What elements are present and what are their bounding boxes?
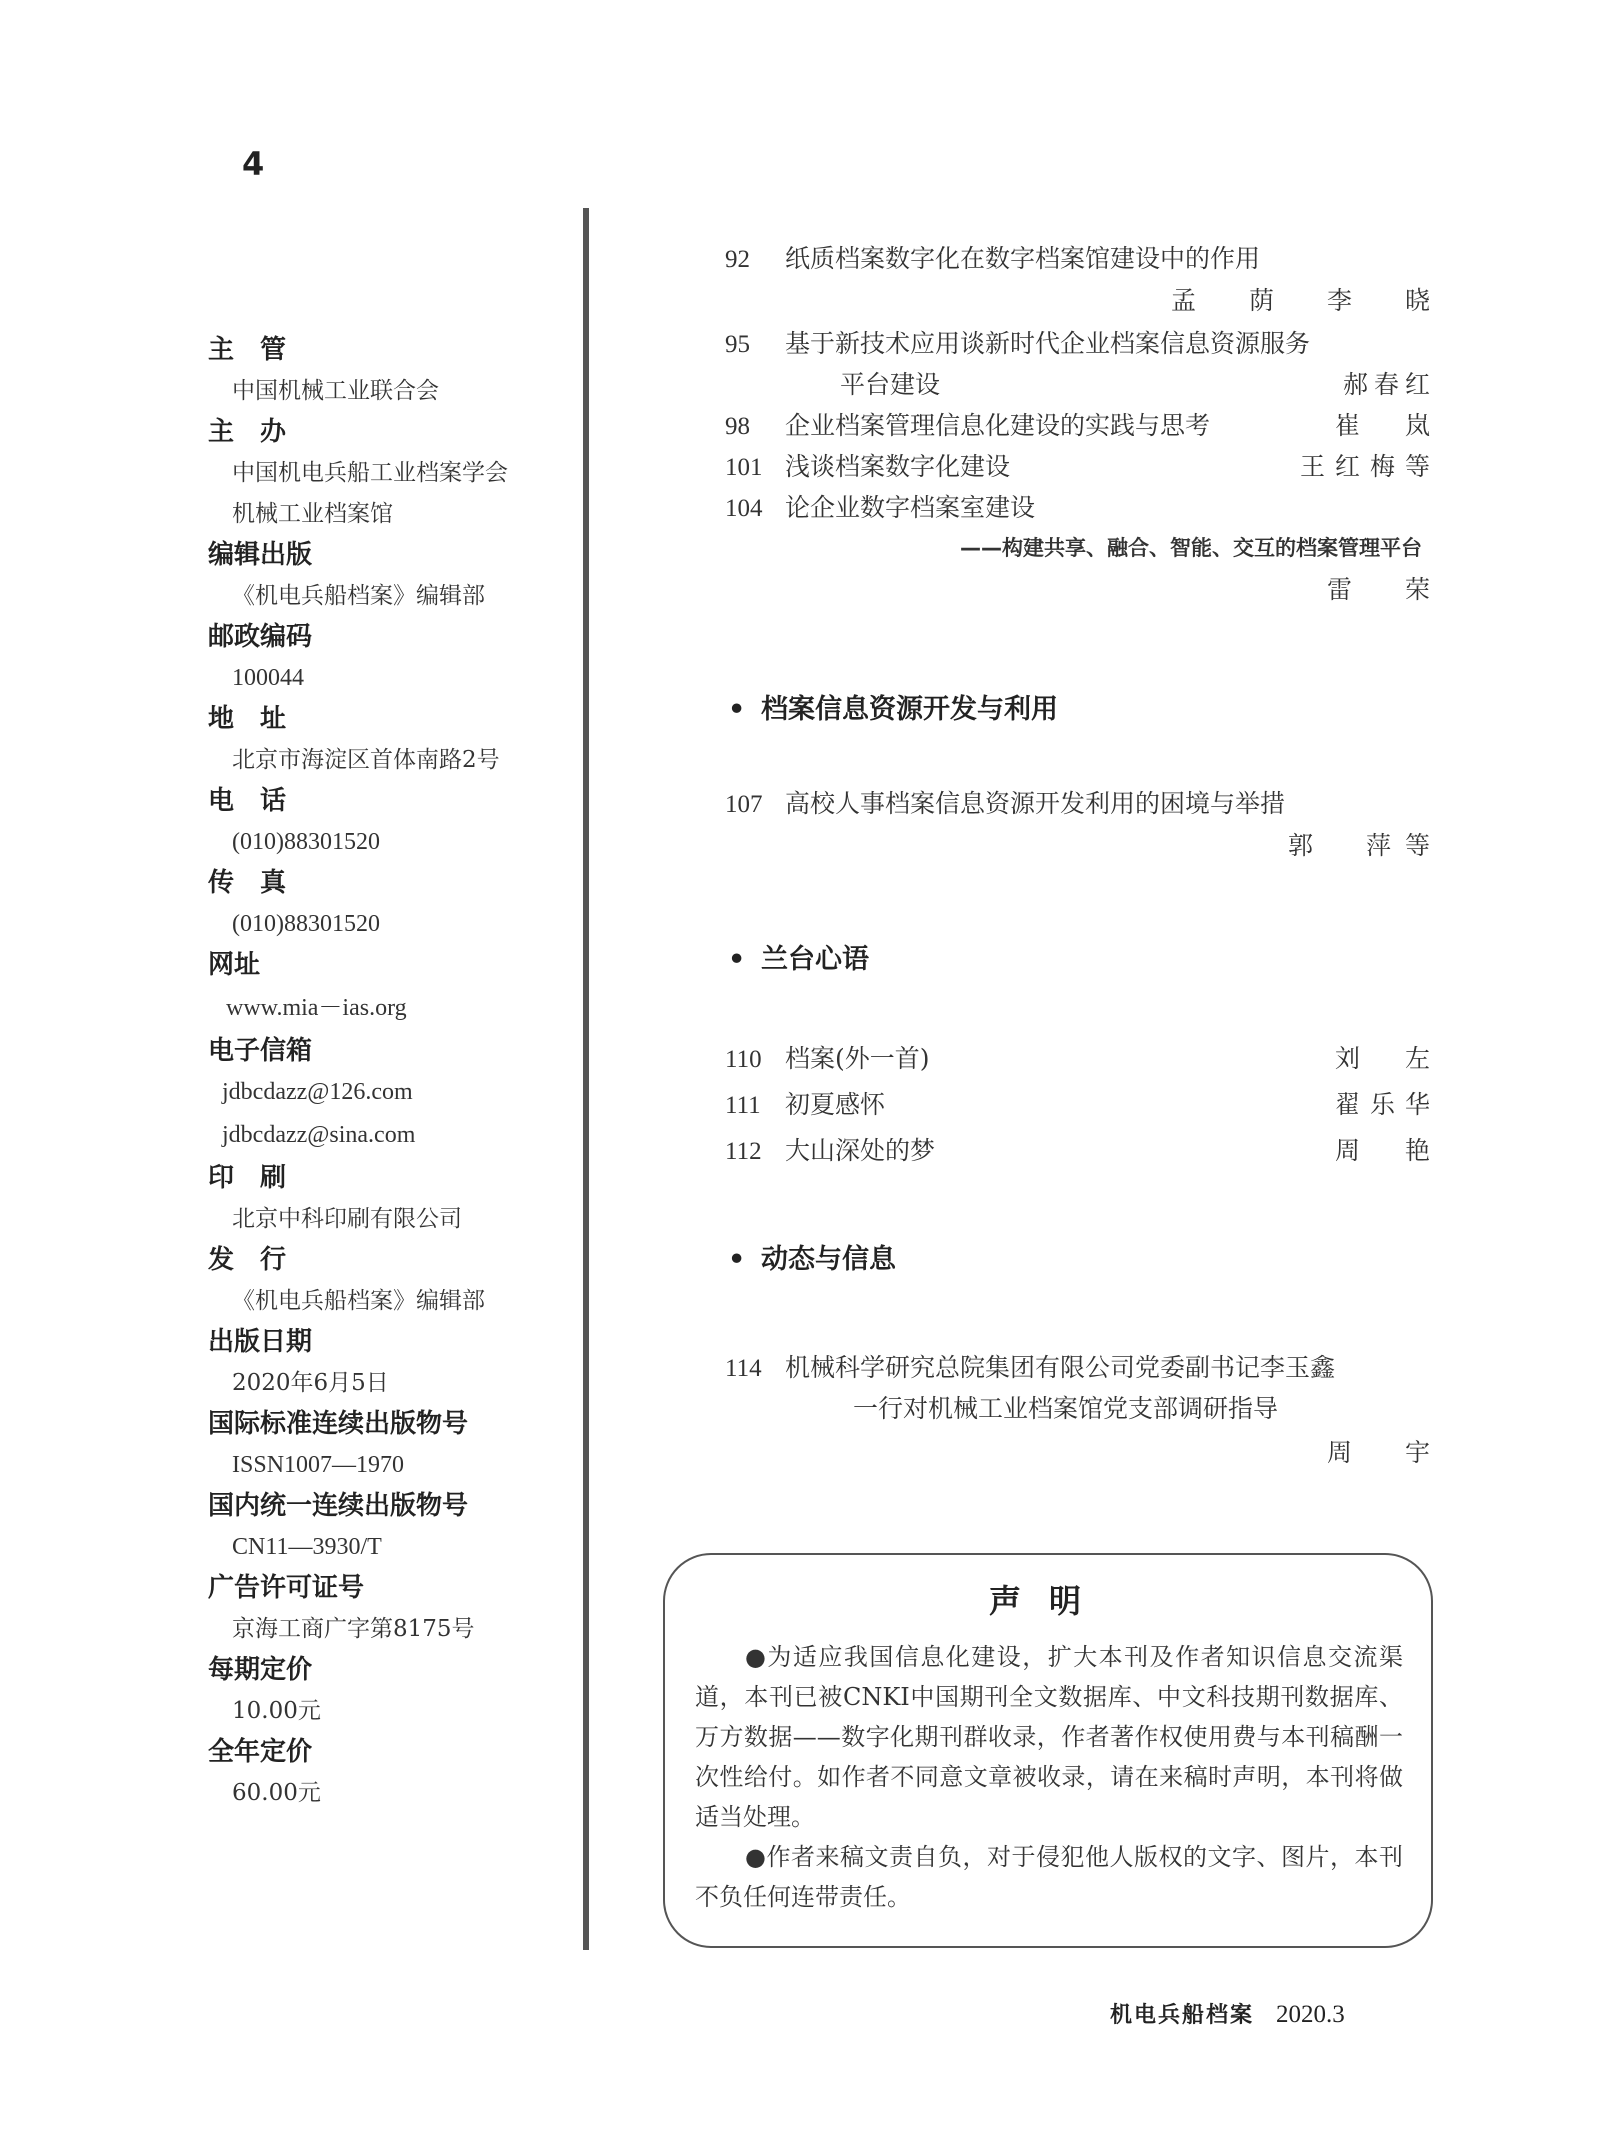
toc-entry bbox=[725, 446, 1440, 487]
section-heading-text: 兰台心语 bbox=[761, 944, 869, 975]
email-address: jdbcdazz@sina.com bbox=[222, 1122, 416, 1148]
website-url: www.mia－ias.org bbox=[226, 995, 407, 1021]
masthead-label: 主 管 bbox=[208, 335, 287, 365]
bullet-icon: • bbox=[728, 694, 746, 725]
toc-entry bbox=[725, 1347, 1430, 1388]
masthead-value: 100044 bbox=[232, 665, 304, 691]
toc-author: 翟乐华 bbox=[1334, 1090, 1440, 1119]
section-heading-text: 档案信息资源开发与利用 bbox=[761, 694, 1058, 725]
toc-entry bbox=[725, 405, 1440, 446]
toc-title: 高校人事档案信息资源开发利用的困境与举措 bbox=[785, 789, 1286, 818]
toc-entry bbox=[725, 1082, 1440, 1128]
masthead-value: CN11—3930/T bbox=[232, 1534, 382, 1560]
column-divider bbox=[583, 208, 589, 1950]
masthead-label: 传 真 bbox=[208, 868, 287, 898]
toc-top bbox=[725, 238, 1444, 612]
toc-subtitle: ——构建共享、融合、智能、交互的档案管理平台 bbox=[960, 536, 1422, 560]
masthead-value: 60.00元 bbox=[232, 1780, 321, 1806]
masthead-value: 机械工业档案馆 bbox=[232, 501, 393, 527]
page-footer bbox=[1110, 1998, 1345, 2029]
toc-page: 92 bbox=[725, 246, 750, 273]
masthead-label: 网址 bbox=[208, 950, 261, 980]
toc-page: 95 bbox=[725, 331, 750, 358]
section-heading-text: 动态与信息 bbox=[761, 1244, 896, 1275]
masthead-label: 编辑出版 bbox=[208, 540, 313, 570]
toc-author: 刘 左 bbox=[1334, 1044, 1440, 1073]
toc-page: 112 bbox=[725, 1138, 762, 1165]
masthead-value: 10.00元 bbox=[232, 1698, 321, 1724]
masthead-value: 中国机电兵船工业档案学会 bbox=[232, 460, 508, 486]
toc-title-continuation bbox=[725, 1388, 1430, 1429]
toc-title: 初夏感怀 bbox=[785, 1090, 886, 1119]
toc-author: 郝春红 bbox=[1342, 370, 1436, 399]
masthead-label: 广告许可证号 bbox=[208, 1573, 365, 1603]
toc-author: 孟 荫 李 晓 bbox=[1170, 286, 1444, 315]
toc-title: 档案(外一首) bbox=[785, 1044, 930, 1073]
toc-author: 周 宇 bbox=[1326, 1438, 1444, 1467]
email-address: jdbcdazz@126.com bbox=[222, 1079, 413, 1105]
toc-title: 浅谈档案数字化建设 bbox=[785, 452, 1011, 481]
toc-author: 崔 岚 bbox=[1334, 411, 1440, 440]
section-heading bbox=[728, 1237, 896, 1276]
masthead-value: 北京中科印刷有限公司 bbox=[232, 1206, 462, 1232]
toc-title-continuation bbox=[725, 364, 1436, 405]
toc-title: 纸质档案数字化在数字档案馆建设中的作用 bbox=[785, 244, 1261, 273]
masthead-label: 电 话 bbox=[208, 786, 287, 816]
masthead-value: 2020年6月5日 bbox=[232, 1370, 389, 1396]
masthead-label: 电子信箱 bbox=[208, 1036, 313, 1066]
masthead-label: 出版日期 bbox=[208, 1327, 313, 1357]
footer-journal-name: 机电兵船档案 bbox=[1110, 2003, 1255, 2028]
masthead-value: 京海工商广字第8175号 bbox=[232, 1616, 475, 1642]
page-number: 4 bbox=[242, 145, 265, 183]
masthead-label: 全年定价 bbox=[208, 1737, 313, 1767]
toc-title: 大山深处的梦 bbox=[785, 1136, 936, 1165]
masthead-value: (010)88301520 bbox=[232, 829, 380, 855]
masthead-label: 邮政编码 bbox=[208, 622, 313, 652]
masthead-value: 《机电兵船档案》编辑部 bbox=[232, 1288, 485, 1314]
toc-author: 王红梅等 bbox=[1299, 452, 1440, 481]
toc-entry bbox=[725, 238, 1430, 279]
notice-paragraph: ●作者来稿文责自负，对于侵犯他人版权的文字、图片，本刊不负任何连带责任。 bbox=[695, 1843, 1403, 1911]
toc-page: 107 bbox=[725, 791, 763, 818]
masthead-value: 中国机械工业联合会 bbox=[232, 378, 439, 404]
masthead-label: 印 刷 bbox=[208, 1163, 287, 1193]
toc-page: 111 bbox=[725, 1092, 761, 1119]
masthead-label: 地 址 bbox=[208, 704, 287, 734]
toc-author: 雷 荣 bbox=[1326, 575, 1444, 604]
masthead-label: 每期定价 bbox=[208, 1655, 313, 1685]
toc-author: 郭 萍等 bbox=[1287, 831, 1444, 860]
masthead bbox=[208, 330, 578, 1814]
toc-title-cont: 一行对机械工业档案馆党支部调研指导 bbox=[853, 1394, 1279, 1423]
masthead-value: (010)88301520 bbox=[232, 911, 380, 937]
toc-title: 论企业数字档案室建设 bbox=[785, 493, 1036, 522]
section-items bbox=[725, 783, 1444, 868]
masthead-value: ISSN1007—1970 bbox=[232, 1452, 405, 1478]
toc-title: 机械科学研究总院集团有限公司党委副书记李玉鑫 bbox=[785, 1353, 1336, 1382]
toc-entry bbox=[725, 1128, 1440, 1174]
bullet-icon: • bbox=[728, 944, 746, 975]
footer-issue: 2020.3 bbox=[1276, 2001, 1345, 2028]
toc-entry bbox=[725, 323, 1430, 364]
notice-box bbox=[663, 1553, 1433, 1948]
toc-page: 114 bbox=[725, 1355, 762, 1382]
bullet-icon: • bbox=[728, 1244, 746, 1275]
masthead-label: 发 行 bbox=[208, 1245, 287, 1275]
toc-page: 101 bbox=[725, 454, 763, 481]
toc-page: 104 bbox=[725, 495, 763, 522]
toc-title: 企业档案管理信息化建设的实践与思考 bbox=[785, 411, 1211, 440]
toc-entry bbox=[725, 487, 1430, 528]
toc-page: 110 bbox=[725, 1046, 762, 1073]
notice-paragraph: ●为适应我国信息化建设，扩大本刊及作者知识信息交流渠道，本刊已被CNKI中国期刊全文数据库、中文科技期刊数据库、万方数据——数字化期刊群收录，作者著作权使用费与本刊稿酬一次性给付。如作者不同意文章被收录，请在来稿时声明，本刊将做适当处理。 bbox=[695, 1643, 1403, 1831]
toc-entry bbox=[725, 783, 1430, 824]
masthead-label: 主 办 bbox=[208, 417, 287, 447]
section-heading bbox=[728, 687, 1058, 726]
toc-entry bbox=[725, 1036, 1440, 1082]
toc-title: 基于新技术应用谈新时代企业档案信息资源服务 bbox=[785, 329, 1311, 358]
toc-title-cont: 平台建设 bbox=[840, 370, 941, 399]
masthead-value: 北京市海淀区首体南路2号 bbox=[232, 747, 500, 773]
masthead-value: 《机电兵船档案》编辑部 bbox=[232, 583, 485, 609]
section-items bbox=[725, 1347, 1444, 1477]
masthead-label: 国际标准连续出版物号 bbox=[208, 1409, 469, 1439]
section-items bbox=[725, 1036, 1440, 1174]
masthead-label: 国内统一连续出版物号 bbox=[208, 1491, 469, 1521]
notice-title: 声明 bbox=[988, 1582, 1109, 1620]
toc-author: 周 艳 bbox=[1334, 1136, 1440, 1165]
section-heading bbox=[728, 937, 869, 976]
toc-page: 98 bbox=[725, 413, 750, 440]
